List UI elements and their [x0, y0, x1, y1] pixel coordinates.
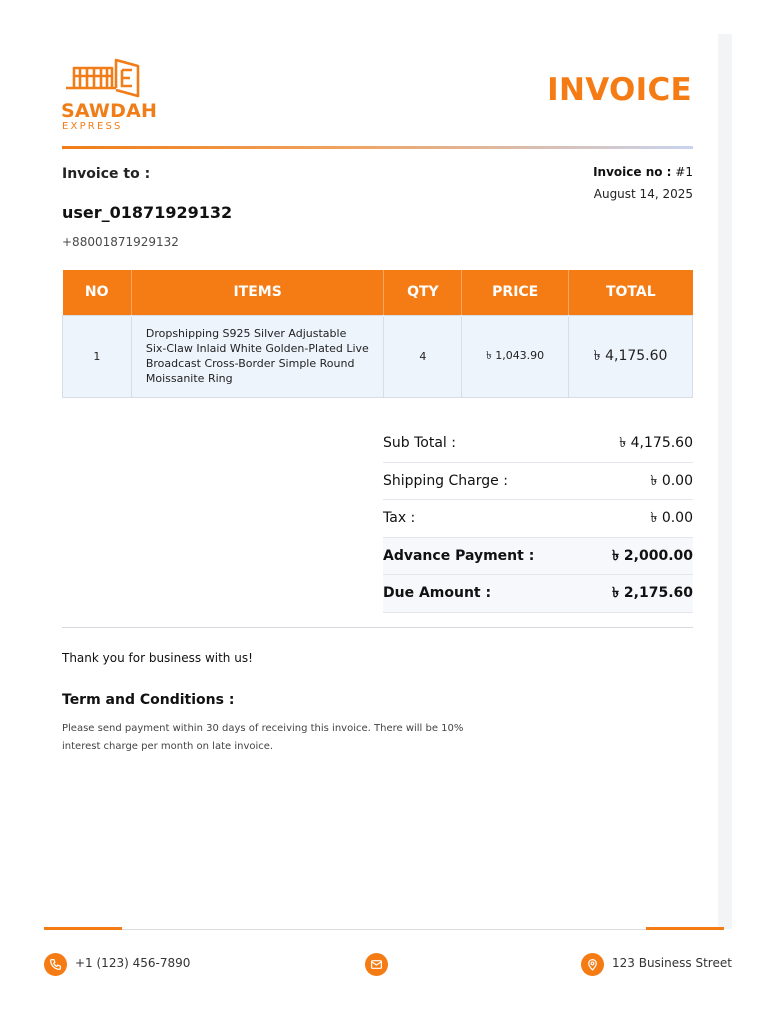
terms-title: Term and Conditions : — [62, 692, 235, 708]
due-amount-row — [383, 575, 693, 613]
footer-accent-right — [646, 927, 724, 930]
totals-summary — [383, 425, 693, 613]
header-no: NO — [63, 270, 132, 315]
subtotal-label: Sub Total : — [383, 435, 456, 452]
header-price: PRICE — [462, 270, 569, 315]
tax-label: Tax : — [383, 510, 416, 527]
invoice-number-value: #1 — [675, 165, 693, 179]
header-total: TOTAL — [569, 270, 693, 315]
mail-icon[interactable] — [365, 953, 388, 976]
brand-tagline: EXPRESS — [62, 121, 123, 132]
invoice-date: August 14, 2025 — [593, 187, 693, 201]
items-table — [62, 270, 693, 398]
footer-address: 123 Business Street — [612, 956, 732, 970]
footer-accent-left — [44, 927, 122, 930]
due-amount-label: Due Amount : — [383, 585, 492, 602]
row-qty: 4 — [384, 315, 462, 397]
row-price: ৳ 1,043.90 — [462, 315, 569, 397]
row-item: Dropshipping S925 Silver Adjustable Six-Claw Inlaid White Golden-Plated Live Broadcast Cross-Border Simple Round Moissanite Ring — [131, 315, 384, 397]
tax-value: ৳ 0.00 — [650, 510, 693, 527]
shipping-value: ৳ 0.00 — [650, 472, 693, 489]
terms-text: Please send payment within 30 days of receiving this invoice. There will be 10% interest charge per month on late invoice. — [62, 723, 464, 752]
tax-row — [383, 500, 693, 538]
row-total: ৳ 4,175.60 — [569, 315, 693, 397]
shipping-row — [383, 463, 693, 501]
advance-payment-row — [383, 538, 693, 576]
due-amount-value: ৳ 2,175.60 — [612, 585, 693, 602]
header-qty: QTY — [384, 270, 462, 315]
invoice-to-label: Invoice to : — [62, 166, 151, 182]
phone-icon — [44, 953, 67, 976]
shipping-label: Shipping Charge : — [383, 472, 508, 489]
customer-phone: +88001871929132 — [62, 235, 179, 249]
thanks-message: Thank you for business with us! — [62, 651, 253, 665]
customer-name: user_01871929132 — [62, 203, 233, 222]
brand-name: SAWDAH — [61, 100, 158, 122]
section-divider — [62, 627, 693, 628]
footer-phone[interactable]: +1 (123) 456-7890 — [75, 956, 191, 970]
table-row — [63, 315, 693, 397]
invoice-number — [593, 165, 693, 179]
row-no: 1 — [63, 315, 132, 397]
advance-payment-label: Advance Payment : — [383, 547, 535, 564]
advance-payment-value: ৳ 2,000.00 — [612, 547, 693, 564]
header-items: ITEMS — [131, 270, 384, 315]
page-side-strip — [718, 34, 732, 929]
table-header-row — [63, 270, 693, 315]
subtotal-row — [383, 425, 693, 463]
invoice-number-label: Invoice no : — [593, 165, 672, 179]
header-divider — [62, 146, 693, 149]
footer-divider — [44, 929, 724, 930]
subtotal-value: ৳ 4,175.60 — [619, 435, 693, 452]
invoice-title: INVOICE — [547, 72, 692, 108]
location-pin-icon — [581, 953, 604, 976]
